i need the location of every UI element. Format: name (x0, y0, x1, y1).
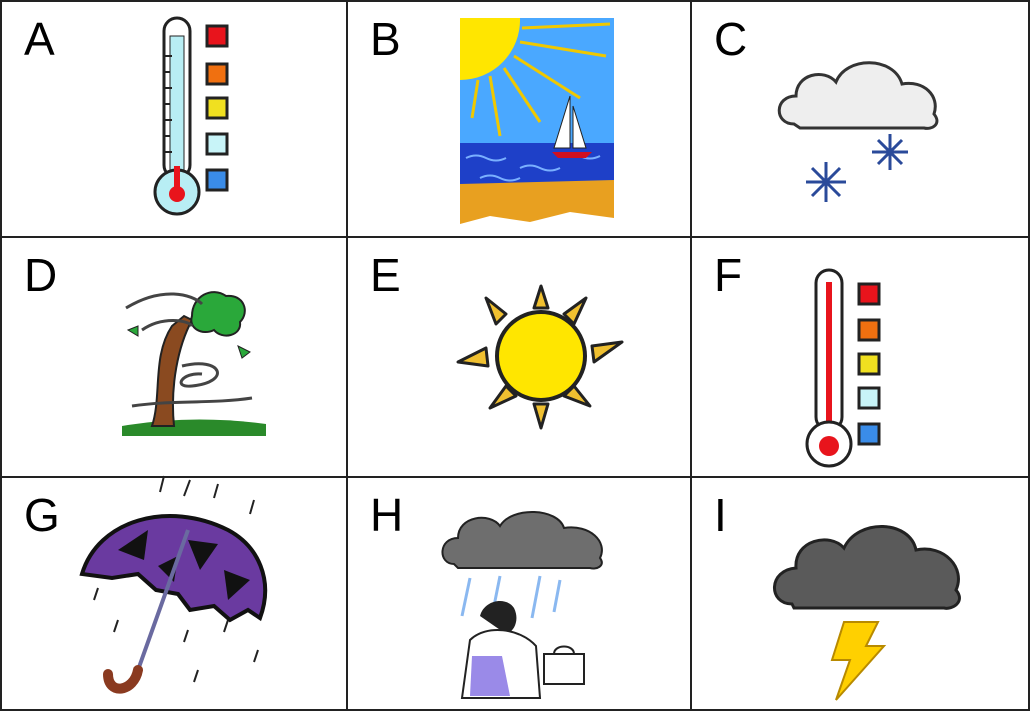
cell-letter: E (370, 249, 401, 301)
sun-icon (456, 282, 626, 432)
cell-e (346, 236, 692, 478)
cell-i (690, 476, 1030, 711)
thermometer-cold-icon (152, 16, 242, 222)
cell-letter: G (24, 489, 60, 541)
cell-letter: I (714, 489, 727, 541)
cell-letter: D (24, 249, 58, 301)
cell-letter: B (370, 13, 401, 65)
cell-letter: C (714, 13, 748, 65)
cell-d (0, 236, 348, 478)
windy-tree-icon (122, 286, 268, 438)
rain-cloud-person-icon (440, 506, 606, 706)
cell-g (0, 476, 348, 711)
umbrella-rain-icon (78, 470, 278, 706)
cell-letter: F (714, 249, 743, 301)
cell-letter: H (370, 489, 404, 541)
snow-cloud-icon (774, 52, 944, 212)
thermometer-hot-icon (804, 268, 894, 474)
cell-a (0, 0, 348, 238)
cell-h (346, 476, 692, 711)
sunny-beach-sailboat-icon (460, 18, 616, 224)
cell-c (690, 0, 1030, 238)
cell-f (690, 236, 1030, 478)
thunderstorm-cloud-icon (774, 514, 964, 704)
cell-b (346, 0, 692, 238)
cell-letter: A (24, 13, 55, 65)
